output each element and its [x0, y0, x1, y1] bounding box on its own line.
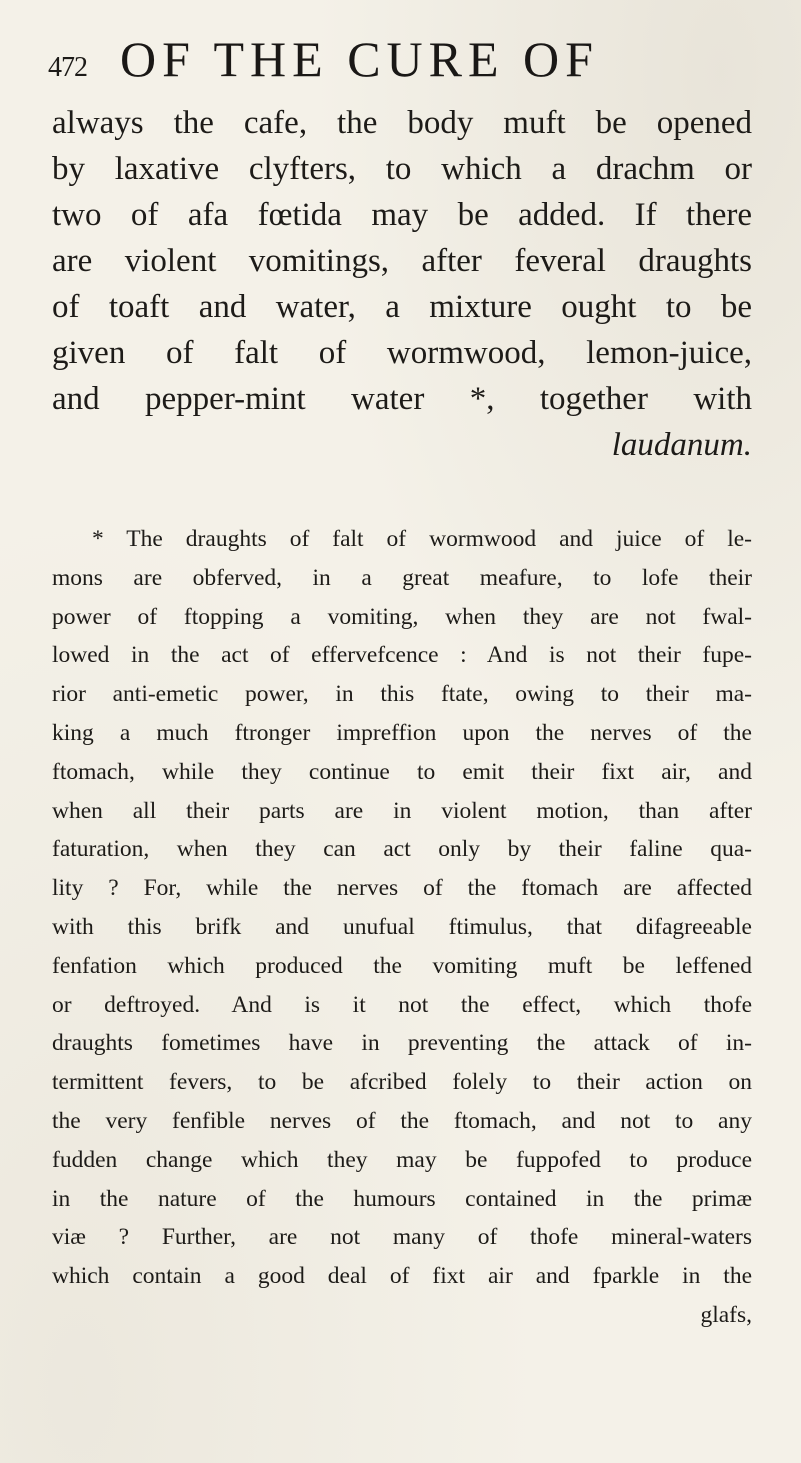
footnote-line: in the nature of the humours contained in the primæ [52, 1185, 752, 1212]
main-line: two of afa fœtida may be added. If there [52, 197, 752, 233]
footnote-line: ftomach, while they continue to emit their fixt air, and [52, 758, 752, 785]
page-number: 472 [48, 52, 87, 83]
footnote-line: or deftroyed. And is it not the effect, which thofe [52, 991, 752, 1018]
footnote-line: the very fenfible nerves of the ftomach, and not to any [52, 1107, 752, 1134]
footnote-line: fudden change which they may be fuppofed to produce [52, 1146, 752, 1173]
footnote-line: when all their parts are in violent motion, than after [52, 797, 752, 824]
main-line-catchword: laudanum. [611, 427, 752, 463]
footnote-line: with this brifk and unufual ftimulus, that difagreeable [52, 913, 752, 940]
footnote-line: termittent fevers, to be afcribed folely to their action on [52, 1069, 752, 1096]
footnote-line: draughts fometimes have in preventing the attack of in- [52, 1030, 752, 1057]
footnote [52, 520, 752, 1335]
footnote-line: rior anti-emetic power, in this ftate, owing to their ma- [52, 681, 752, 708]
main-line: by laxative clyfters, to which a drachm or [52, 151, 752, 187]
footnote-line: mons are obferved, in a great meafure, to lofe their [52, 564, 752, 591]
footnote-line: fenfation which produced the vomiting muft be leffened [52, 952, 752, 979]
main-line: of toaft and water, a mixture ought to be [52, 289, 752, 325]
footnote-line: viæ ? Further, are not many of thofe mineral-waters [52, 1224, 752, 1251]
main-line: always the cafe, the body muft be opened [52, 105, 752, 141]
page-header [48, 30, 768, 100]
footnote-line: which contain a good deal of fixt air and fparkle in the [52, 1263, 752, 1290]
footnote-line: lowed in the act of effervefcence : And is not their fupe- [52, 642, 752, 669]
footnote-line: lity ? For, while the nerves of the ftomach are affected [52, 875, 752, 902]
footnote-line: * The draughts of falt of wormwood and juice of le- [92, 526, 752, 552]
main-line: are violent vomitings, after feveral draughts [52, 243, 752, 279]
main-line: and pepper-mint water *, together with [52, 381, 752, 417]
main-line: given of falt of wormwood, lemon-juice, [52, 335, 752, 371]
footnote-line: king a much ftronger impreffion upon the nerves of the [52, 719, 752, 746]
running-head: OF THE CURE OF [120, 31, 599, 87]
footnote-catchword: glafs, [700, 1301, 752, 1328]
footnote-line: faturation, when they can act only by their faline qua- [52, 836, 752, 863]
main-text [52, 100, 752, 468]
footnote-line: power of ftopping a vomiting, when they are not fwal- [52, 603, 752, 630]
